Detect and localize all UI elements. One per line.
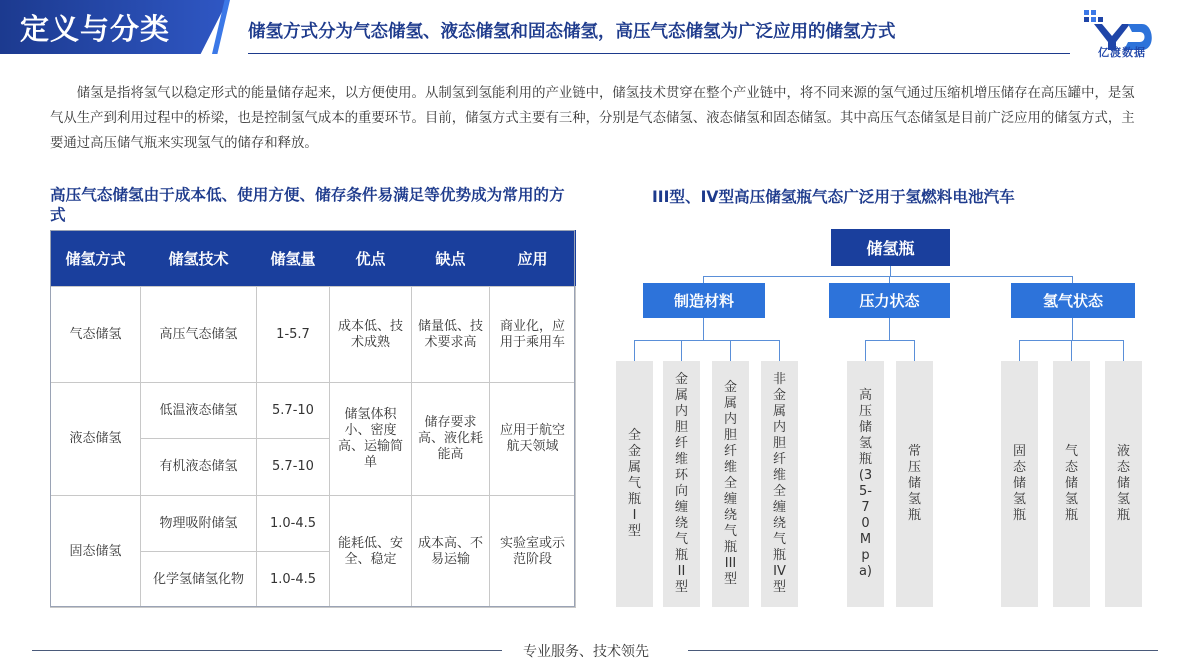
tree-connector bbox=[914, 340, 915, 361]
cons-cell: 储存要求高、液化耗能高 bbox=[412, 383, 490, 496]
leaf-solid-state-cylinder bbox=[1001, 361, 1038, 607]
capacity-cell: 1-5.7 bbox=[257, 287, 330, 383]
page-subtitle: 储氢方式分为气态储氢、液态储氢和固态储氢，高压气态储氢为广泛应用的储氢方式 bbox=[248, 22, 896, 42]
storage-comparison-table bbox=[50, 230, 576, 608]
footer-divider-right bbox=[688, 650, 1158, 651]
leaf-type-iv-cylinder bbox=[761, 361, 798, 607]
leaf-gas-state-cylinder bbox=[1053, 361, 1090, 607]
pros-cell: 能耗低、安全、稳定 bbox=[330, 496, 412, 608]
leaf-label: 高压储氢瓶(35-70Mpa) bbox=[858, 388, 873, 579]
leaf-high-pressure-cylinder bbox=[847, 361, 884, 607]
table-row bbox=[51, 383, 576, 439]
tree-connector bbox=[1071, 340, 1072, 361]
tree-connector bbox=[779, 340, 780, 361]
leaf-label: 全金属气瓶I型 bbox=[627, 428, 641, 539]
tech-cell: 化学氢储氢化物 bbox=[141, 552, 257, 608]
leaf-label: 金属内胆纤维环向缠绕气瓶II型 bbox=[674, 372, 688, 595]
leaf-label: 非金属内胆纤维全缠绕气瓶IV型 bbox=[772, 372, 786, 595]
table-header-row bbox=[51, 230, 576, 287]
cons-cell: 成本高、不易运输 bbox=[412, 496, 490, 608]
tree-connector bbox=[865, 340, 915, 341]
leaf-label: 液态储氢瓶 bbox=[1116, 444, 1130, 523]
leaf-normal-pressure-cylinder bbox=[896, 361, 933, 607]
tree-connector bbox=[634, 340, 635, 361]
leaf-label: 常压储氢瓶 bbox=[907, 444, 921, 523]
tree-connector bbox=[703, 276, 704, 283]
diagram-section-title: III型、IV型高压储氢瓶气态广泛用于氢燃料电池汽车 bbox=[652, 188, 1015, 206]
page-title: 定义与分类 bbox=[20, 12, 171, 46]
capacity-cell: 1.0-4.5 bbox=[257, 496, 330, 552]
table-header-cell: 应用 bbox=[490, 230, 576, 287]
application-cell: 商业化，应用于乘用车 bbox=[490, 287, 576, 383]
tree-connector bbox=[865, 340, 866, 361]
footer-divider-left bbox=[32, 650, 502, 651]
tree-connector bbox=[681, 340, 682, 361]
leaf-type-ii-cylinder bbox=[663, 361, 700, 607]
header-divider bbox=[248, 53, 1070, 54]
tree-connector bbox=[703, 318, 704, 340]
application-cell: 实验室或示范阶段 bbox=[490, 496, 576, 608]
tech-cell: 低温液态储氢 bbox=[141, 383, 257, 439]
tree-connector bbox=[890, 266, 891, 276]
application-cell: 应用于航空航天领域 bbox=[490, 383, 576, 496]
pros-cell: 储氢体积小、密度高、运输简单 bbox=[330, 383, 412, 496]
method-cell: 固态储氢 bbox=[51, 496, 141, 608]
tree-connector bbox=[703, 276, 1073, 277]
leaf-label: 金属内胆纤维全缠绕气瓶III型 bbox=[723, 380, 737, 587]
tree-connector bbox=[1072, 318, 1073, 340]
category-node-hydrogen-state: 氢气状态 bbox=[1011, 283, 1135, 318]
table-header-cell: 缺点 bbox=[412, 230, 490, 287]
leaf-label: 固态储氢瓶 bbox=[1012, 444, 1026, 523]
tree-connector bbox=[634, 340, 780, 341]
capacity-cell: 5.7-10 bbox=[257, 383, 330, 439]
company-logo-text: 亿渡数据 bbox=[1098, 46, 1146, 59]
capacity-cell: 5.7-10 bbox=[257, 439, 330, 496]
pros-cell: 成本低、技术成熟 bbox=[330, 287, 412, 383]
tree-connector bbox=[1072, 276, 1073, 283]
capacity-cell: 1.0-4.5 bbox=[257, 552, 330, 608]
category-node-pressure: 压力状态 bbox=[829, 283, 950, 318]
leaf-liquid-state-cylinder bbox=[1105, 361, 1142, 607]
tree-connector bbox=[889, 318, 890, 340]
tree-connector bbox=[1019, 340, 1020, 361]
table-header-cell: 储氢量 bbox=[257, 230, 330, 287]
cons-cell: 储量低、技术要求高 bbox=[412, 287, 490, 383]
table-header-cell: 优点 bbox=[330, 230, 412, 287]
table-header-cell: 储氢技术 bbox=[141, 230, 257, 287]
tree-connector bbox=[730, 340, 731, 361]
table-header-cell: 储氢方式 bbox=[51, 230, 141, 287]
tree-connector bbox=[889, 276, 890, 283]
tree-root-node: 储氢瓶 bbox=[831, 229, 950, 266]
intro-paragraph: 储氢是指将氢气以稳定形式的能量储存起来，以方便使用。从制氢到氢能利用的产业链中，储氢技术贯穿在整个产业链中，将不同来源的氢气通过压缩机增压储存在高压罐中，是氢气从生产到利用过程中的桥梁，也是控制氢气成本的重要环节。目前，储氢方式主要有三种，分别是气态储氢、液态储氢和固态储氢。其中高压气态储氢是目前广泛应用的储氢方式，主要通过高压储气瓶来实现氢气的储存和释放。 bbox=[50, 86, 1135, 151]
tech-cell: 物理吸附储氢 bbox=[141, 496, 257, 552]
method-cell: 气态储氢 bbox=[51, 287, 141, 383]
leaf-type-i-cylinder bbox=[616, 361, 653, 607]
table-row bbox=[51, 496, 576, 552]
tree-connector bbox=[1123, 340, 1124, 361]
table-section-title: 高压气态储氢由于成本低、使用方便、储存条件易满足等优势成为常用的方式 bbox=[50, 186, 565, 224]
category-node-material: 制造材料 bbox=[643, 283, 765, 318]
method-cell: 液态储氢 bbox=[51, 383, 141, 496]
tech-cell: 高压气态储氢 bbox=[141, 287, 257, 383]
table-row bbox=[51, 287, 576, 383]
leaf-label: 气态储氢瓶 bbox=[1064, 444, 1078, 523]
leaf-type-iii-cylinder bbox=[712, 361, 749, 607]
footer-slogan: 专业服务、技术领先 bbox=[523, 644, 649, 660]
tech-cell: 有机液态储氢 bbox=[141, 439, 257, 496]
